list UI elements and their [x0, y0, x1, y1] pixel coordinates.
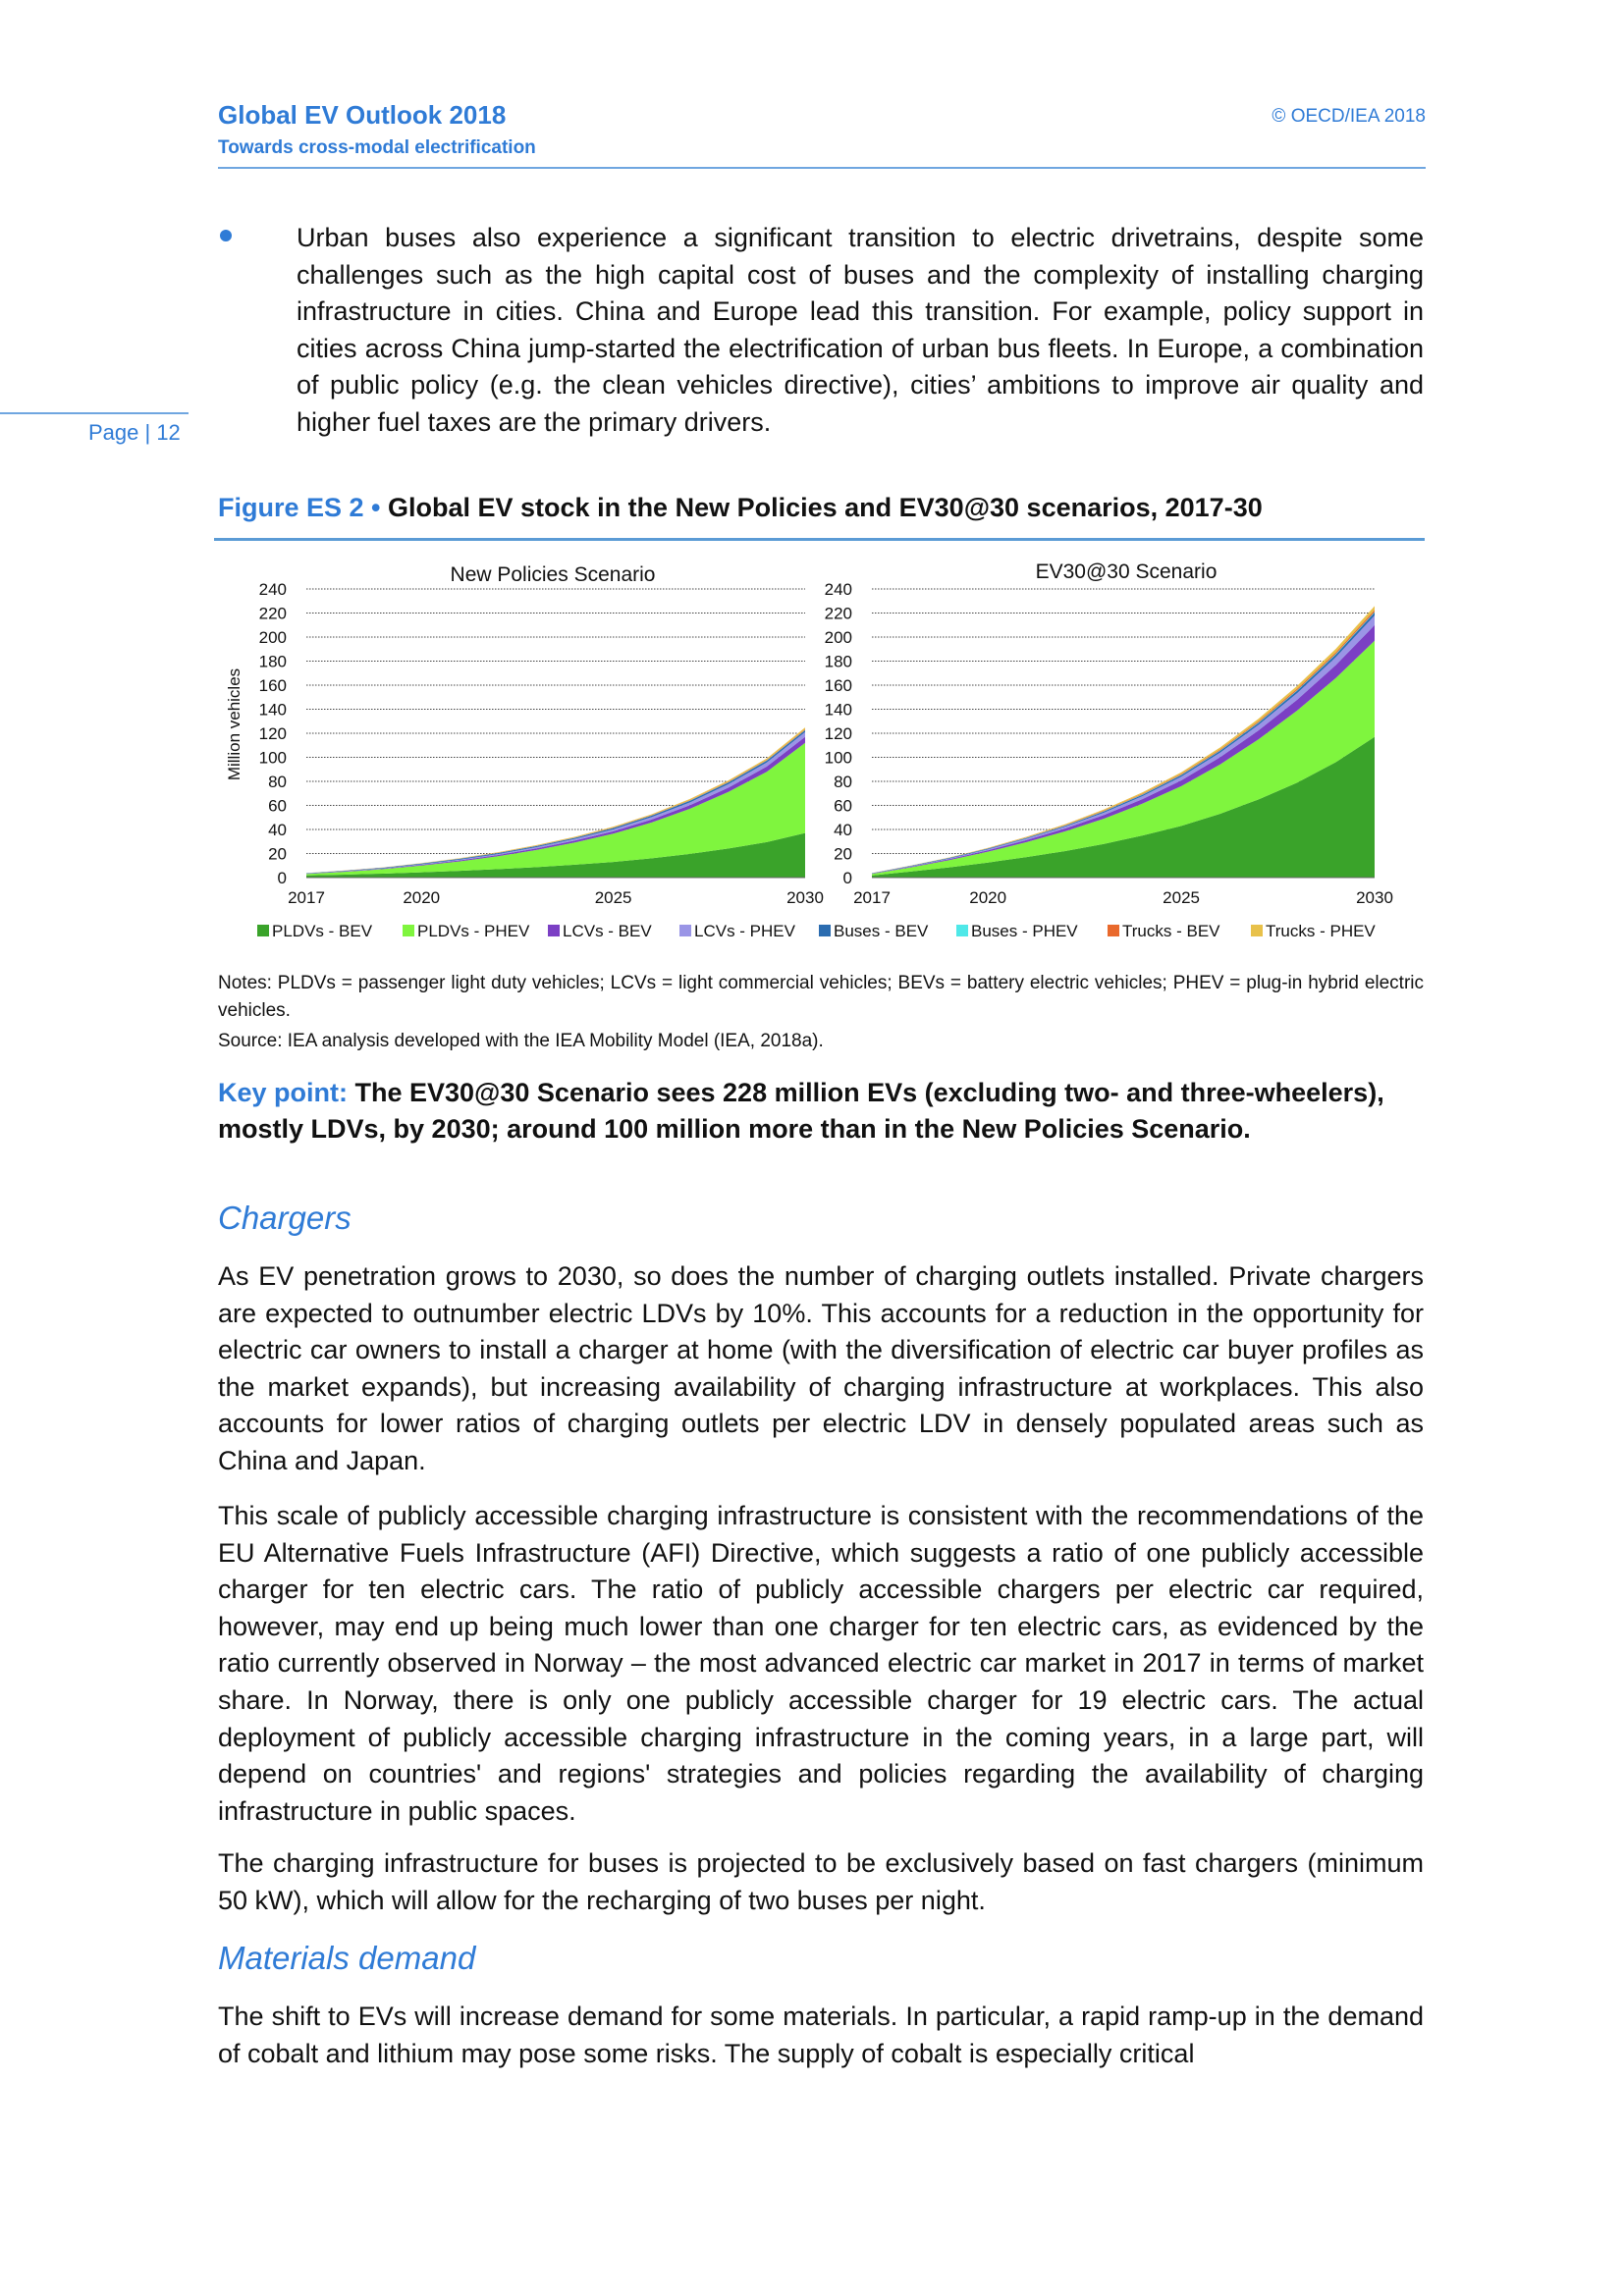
np-chart-title: New Policies Scenario [450, 563, 656, 586]
np-y-tick-label: 120 [258, 724, 287, 743]
np-y-tick-label: 240 [258, 580, 287, 599]
np-x-tick-label: 2017 [288, 888, 325, 907]
document-subtitle: Towards cross-modal electrification [218, 137, 536, 158]
np-y-tick-label: 60 [268, 796, 287, 816]
y-axis-title: Million vehicles [225, 667, 244, 781]
legend-swatch [679, 925, 691, 936]
ev30-y-tick-label: 60 [834, 796, 852, 816]
ev30-chart-title: EV30@30 Scenario [1035, 561, 1218, 583]
key-point-text: The EV30@30 Scenario sees 228 million EVs (excluding two- and three-wheelers), mostly LDVs, by 2030; around 100 million more than in the New Policies Scenario. [218, 1078, 1384, 1144]
np-y-tick-label: 80 [268, 773, 287, 791]
ev30-y-tick-label: 160 [824, 676, 852, 695]
ev-stock-chart [0, 0, 1624, 962]
figure-notes: Notes: PLDVs = passenger light duty vehicles; LCVs = light commercial vehicles; BEVs = battery electric vehicles; PHEV = plug-in hybrid electric vehicles. [218, 973, 1424, 1021]
legend-label: PLDVs - BEV [272, 922, 373, 940]
legend-label: Buses - PHEV [971, 922, 1078, 940]
legend-swatch [819, 925, 831, 936]
key-point-label: Key point: [218, 1078, 348, 1107]
ev30-y-tick-label: 180 [824, 652, 852, 671]
np-y-tick-label: 180 [258, 652, 287, 671]
legend-label: Trucks - PHEV [1266, 922, 1376, 940]
figure-separator: • [363, 493, 389, 522]
legend-swatch [1108, 925, 1119, 936]
ev30-y-tick-label: 140 [824, 700, 852, 720]
legend-swatch [403, 925, 414, 936]
np-y-tick-label: 20 [268, 844, 287, 864]
materials-heading: Materials demand [218, 1940, 476, 1976]
np-y-tick-label: 0 [277, 869, 287, 887]
legend-swatch [548, 925, 560, 936]
legend-label: LCVs - PHEV [694, 922, 795, 940]
chargers-paragraph-3: The charging infrastructure for buses is projected to be exclusively based on fast chargers (minimum 50 kW), which will allow for the recharging of two buses per night. [218, 1848, 1424, 1915]
bullet-text: Urban buses also experience a significant transition to electric drivetrains, despite some challenges such as the high capital cost of buses and the complexity of installing charging infrastructure in cities. China and Europe lead this transition. For example, policy support in cities across China jump-started the electrification of urban bus fleets. In Europe, a combination of public policy (e.g. the clean vehicles directive), cities’ ambitions to improve air quality and higher fuel taxes are the primary drivers. [297, 223, 1424, 437]
ev30-y-tick-label: 0 [842, 869, 852, 887]
figure-caption: Global EV stock in the New Policies and EV30@30 scenarios, 2017-30 [388, 493, 1263, 522]
ev30-y-tick-label: 220 [824, 604, 852, 623]
ev30-x-tick-label: 2017 [853, 888, 891, 907]
np-y-tick-label: 140 [258, 700, 287, 720]
key-point [218, 1075, 1424, 1148]
document-title: Global EV Outlook 2018 [218, 100, 507, 130]
np-y-tick-label: 160 [258, 676, 287, 695]
legend-swatch [956, 925, 968, 936]
ev30-y-tick-label: 40 [834, 821, 852, 839]
ev30-y-tick-label: 100 [824, 748, 852, 768]
np-x-tick-label: 2020 [403, 888, 441, 907]
ev30-x-tick-label: 2030 [1356, 888, 1393, 907]
legend-label: Buses - BEV [834, 922, 929, 940]
page-number: Page | 12 [88, 420, 181, 445]
ev30-y-tick-label: 240 [824, 580, 852, 599]
np-y-tick-label: 40 [268, 821, 287, 839]
np-y-tick-label: 200 [258, 628, 287, 647]
np-x-tick-label: 2025 [594, 888, 632, 907]
ev30-x-tick-label: 2020 [969, 888, 1007, 907]
copyright: © OECD/IEA 2018 [1272, 106, 1426, 127]
ev30-y-tick-label: 120 [824, 724, 852, 743]
legend-swatch [257, 925, 269, 936]
materials-paragraph-1: The shift to EVs will increase demand for some materials. In particular, a rapid ramp-up in the demand of cobalt and lithium may pose some risks. The supply of cobalt is especially critical [218, 2002, 1424, 2068]
legend-label: LCVs - BEV [563, 922, 652, 940]
chargers-heading: Chargers [218, 1200, 352, 1236]
figure-label: Figure ES 2 [218, 493, 364, 522]
legend-label: PLDVs - PHEV [417, 922, 530, 940]
ev30-y-tick-label: 20 [834, 844, 852, 864]
ev30-y-tick-label: 200 [824, 628, 852, 647]
np-y-tick-label: 220 [258, 604, 287, 623]
figure-source: Source: IEA analysis developed with the IEA Mobility Model (IEA, 2018a). [218, 1031, 824, 1051]
ev30-y-tick-label: 80 [834, 773, 852, 791]
chargers-paragraph-1: As EV penetration grows to 2030, so does the number of charging outlets installed. Private chargers are expected to outnumber electric LDVs by 10%. This accounts for a reduction in the opportunity for electric car owners to install a charger at home (with the diversification of electric car buyer profiles as the market expands), but increasing availability of charging infrastructure at workplaces. This also accounts for lower ratios of charging outlets per electric LDV in densely populated areas such as China and Japan. [218, 1261, 1424, 1475]
np-y-tick-label: 100 [258, 748, 287, 768]
legend-swatch [1251, 925, 1263, 936]
chargers-paragraph-2: This scale of publicly accessible charging infrastructure is consistent with the recommendations of the EU Alternative Fuels Infrastructure (AFI) Directive, which suggests a ratio of one publicly accessible charger for ten electric cars. The ratio of publicly accessible chargers per electric car required, however, may end up being much lower than one charger for ten electric cars, as evidenced by the ratio currently observed in Norway – the most advanced electric car market in 2017 in terms of market share. In Norway, there is only one publicly accessible charger for 19 electric cars. The actual deployment of publicly accessible charging infrastructure in the coming years, in a large part, will depend on countries' and regions' strategies and policies regarding the availability of charging infrastructure in public spaces. [218, 1501, 1424, 1826]
legend-label: Trucks - BEV [1122, 922, 1220, 940]
np-x-tick-label: 2030 [786, 888, 824, 907]
ev30-x-tick-label: 2025 [1163, 888, 1200, 907]
